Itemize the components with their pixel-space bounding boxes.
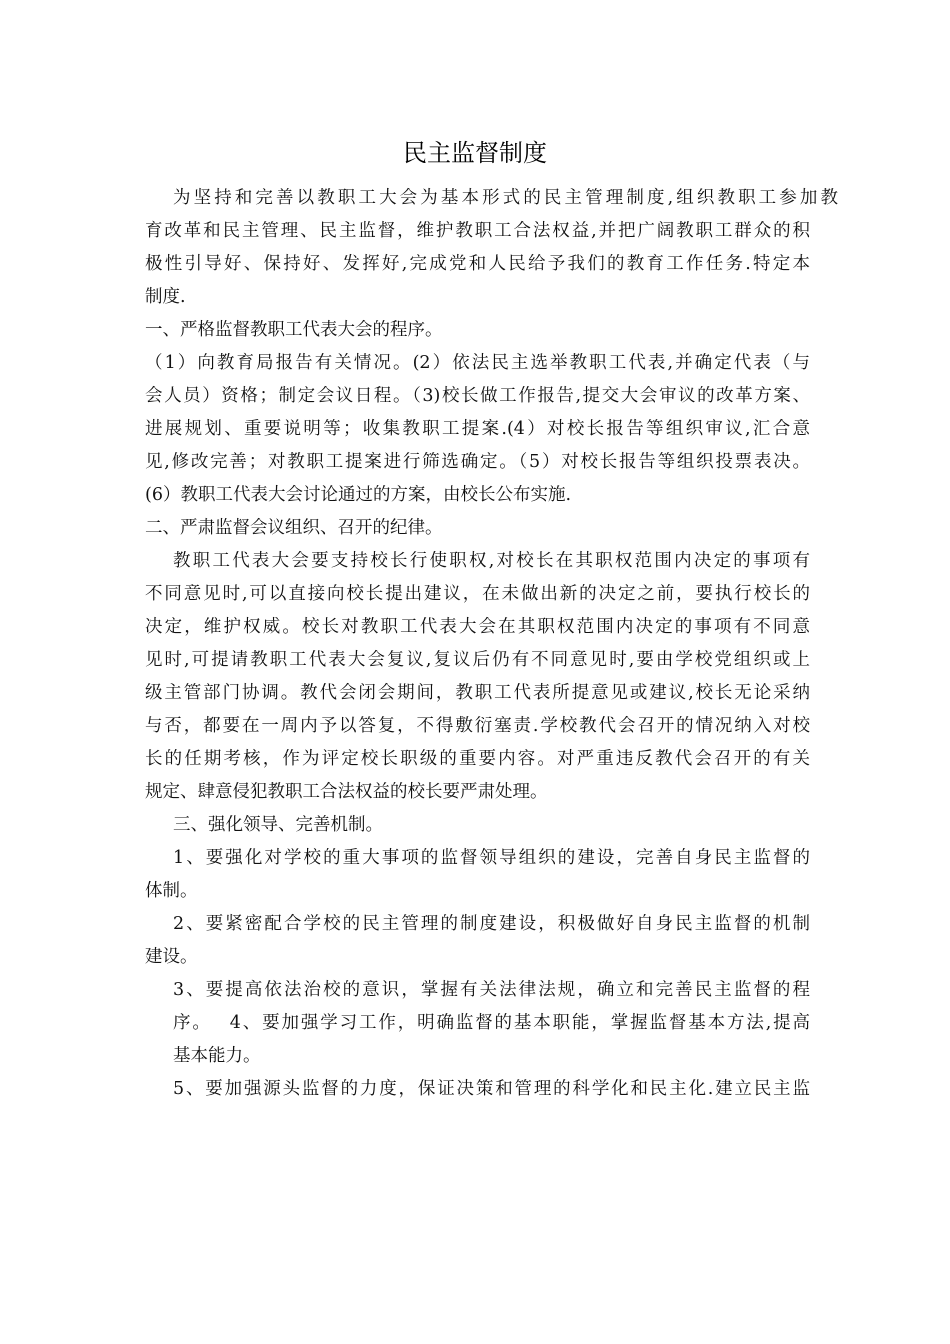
- document-title: 民主监督制度: [403, 139, 547, 167]
- list-item: 基本能力。: [173, 1046, 261, 1066]
- paragraph-line: 进展规划、重要说明等；收集教职工提案.(4）对校长报告等组织审议,汇合意: [145, 419, 810, 439]
- list-item: 体制。: [145, 881, 198, 901]
- paragraph-line: 规定、肆意侵犯教职工合法权益的校长要严肃处理。: [145, 782, 548, 802]
- paragraph-line: 制度.: [145, 287, 186, 307]
- section-heading: 一、严格监督教职工代表大会的程序。: [145, 320, 443, 340]
- section-heading: 二、严肃监督会议组织、召开的纪律。: [145, 518, 443, 538]
- list-item: 3、要提高依法治校的意识，掌握有关法律法规，确立和完善民主监督的程: [173, 980, 810, 1000]
- list-item: 5、要加强源头监督的力度，保证决策和管理的科学化和民主化.建立民主监: [173, 1079, 810, 1099]
- paragraph-line: 长的任期考核，作为评定校长职级的重要内容。对严重违反教代会召开的有关: [145, 749, 810, 769]
- list-item: 建设。: [145, 947, 198, 967]
- paragraph-line: 级主管部门协调。教代会闭会期间，教职工代表所提意见或建议,校长无论采纳: [145, 683, 810, 703]
- list-item: 序。 4、要加强学习工作，明确监督的基本职能，掌握监督基本方法,提高: [173, 1013, 810, 1033]
- paragraph-line: 为坚持和完善以教职工大会为基本形式的民主管理制度,组织教职工参加教: [173, 188, 838, 208]
- list-item: 2、要紧密配合学校的民主管理的制度建设，积极做好自身民主监督的机制: [173, 914, 810, 934]
- paragraph-line: 决定，维护权威。校长对教职工代表大会在其职权范围内决定的事项有不同意: [145, 617, 810, 637]
- paragraph-line: (6）教职工代表大会讨论通过的方案，由校长公布实施.: [145, 485, 572, 505]
- paragraph-line: 见时,可提请教职工代表大会复议,复议后仍有不同意见时,要由学校党组织或上: [145, 650, 810, 670]
- paragraph-line: （1）向教育局报告有关情况。(2）依法民主选举教职工代表,并确定代表（与: [145, 353, 810, 373]
- paragraph-line: 见,修改完善；对教职工提案进行筛选确定。（5）对校长报告等组织投票表决。: [145, 452, 810, 472]
- list-item: 1、要强化对学校的重大事项的监督领导组织的建设，完善自身民主监督的: [173, 848, 810, 868]
- paragraph-line: 极性引导好、保持好、发挥好,完成党和人民给予我们的教育工作任务.特定本: [145, 254, 810, 274]
- paragraph-line: 教职工代表大会要支持校长行使职权,对校长在其职权范围内决定的事项有: [173, 551, 810, 571]
- paragraph-line: 会人员）资格；制定会议日程。（3)校长做工作报告,提交大会审议的改革方案、: [145, 386, 810, 406]
- section-heading: 三、强化领导、完善机制。: [173, 815, 383, 835]
- paragraph-line: 育改革和民主管理、民主监督，维护教职工合法权益,并把广阔教职工群众的积: [145, 221, 810, 241]
- paragraph-line: 与否，都要在一周内予以答复，不得敷衍塞责.学校教代会召开的情况纳入对校: [145, 716, 810, 736]
- paragraph-line: 不同意见时,可以直接向校长提出建议，在未做出新的决定之前，要执行校长的: [145, 584, 810, 604]
